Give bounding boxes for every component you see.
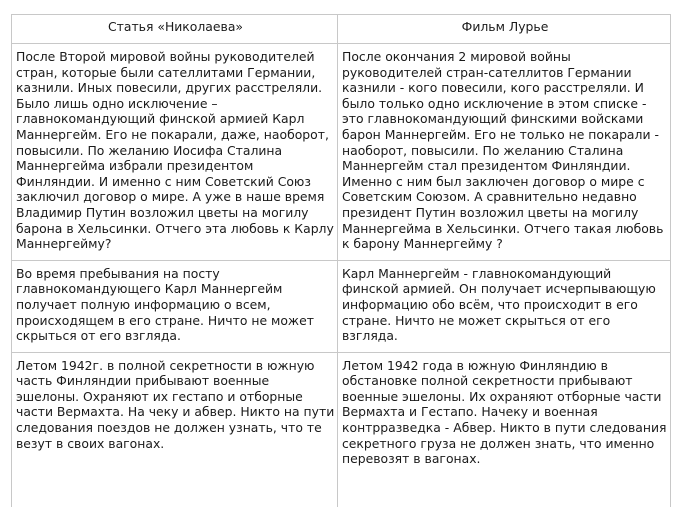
header-article: Статья «Николаева» [12,15,338,44]
article-cell [12,260,338,352]
table-row [12,260,671,352]
article-paragraph: После Второй мировой войны руководителей стран, которые были сателлитами Германии, казнили. Иных повесили, других расстреляли. Было лишь одно исключение – главнокомандующий финской армией Карл Маннергейм. Его не покарали, даже, наоборот, повысили. По желанию Иосифа Сталина Маннергейма избрали президентом Финляндии. И именно с ним Советский Союз заключил договор о мире. А уже в наше время Владимир Путин возложил цветы на могилу барона в Хельсинки. Отчего эта любовь к Карлу Маннергейму? [16,49,334,252]
film-paragraph: Летом 1942 года в южную Финляндию в обстановке полной секретности прибывают военные эшелоны. Их охраняют отборные части Вермахта и Гестапо. Начеку и военная контрразведка - Абвер. Никто в пути следования секретного груза не должен знать, что именно перевозят в вагонах. [342,357,667,467]
film-paragraph: Карл Маннергейм - главнокомандующий финской армией. Он получает исчерпывающую информацию обо всём, что происходит в его стране. Ничто не может скрыться от его взгляда. [342,265,656,344]
comparison-table [11,14,671,508]
table-row [12,352,671,507]
header-film: Фильм Лурье [338,15,671,44]
header-row [12,15,671,44]
article-cell [12,44,338,261]
film-cell [338,352,671,507]
table-row [12,44,671,261]
article-paragraph: Во время пребывания на посту главнокомандующего Карл Маннергейм получает полную информацию о всем, происходящем в его стране. Ничто не может скрыться от его взгляда. [16,265,314,344]
article-paragraph: Летом 1942г. в полной секретности в южную часть Финляндии прибывают военные эшелоны. Охраняют их гестапо и отборные части Вермахта. На чеку и абвер. Никто на пути следования поездов не должен узнать, что те везут в своих вагонах. [16,357,335,451]
film-cell [338,44,671,261]
film-paragraph: После окончания 2 мировой войны руководителей стран-сателлитов Германии казнили - кого повесили, кого расстреляли. И было только одно исключение в этом списке - это главнокомандующий финскими войсками барон Маннергейм. Его не только не покарали - наоборот, повысили. По желанию Сталина Маннергейм стал президентом Финляндии. Именно с ним был заключен договор о мире с Советским Союзом. А сравнительно недавно президент Путин возложил цветы на могилу Маннергейма в Хельсинки. Отчего такая любовь к барону Маннергейму ? [342,49,664,252]
film-cell [338,260,671,352]
article-cell [12,352,338,507]
